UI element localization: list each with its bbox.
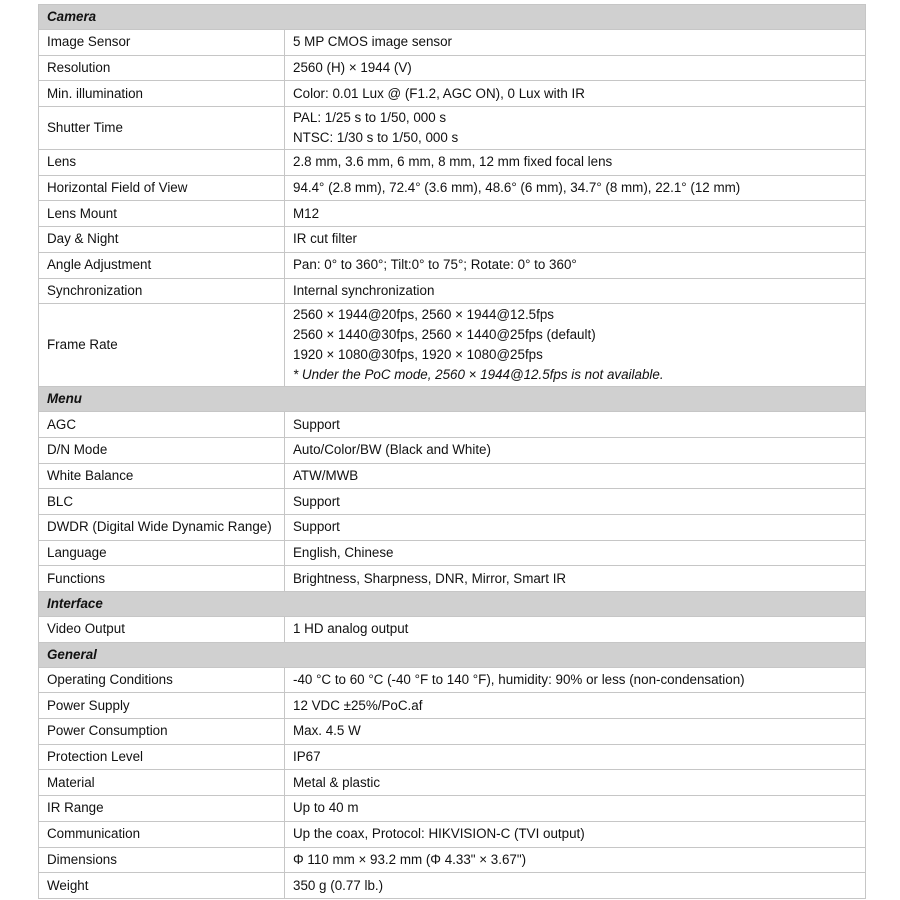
table-row <box>39 693 866 719</box>
spec-value <box>285 847 866 873</box>
spec-value-line: Color: 0.01 Lux @ (F1.2, AGC ON), 0 Lux with IR <box>293 85 585 101</box>
spec-label: Lens Mount <box>39 201 285 227</box>
spec-value-line: Metal & plastic <box>293 774 381 790</box>
spec-label: Functions <box>39 566 285 592</box>
spec-value <box>285 227 866 253</box>
spec-value-line: 1 HD analog output <box>293 621 409 637</box>
spec-table <box>38 4 866 899</box>
spec-value <box>285 514 866 540</box>
spec-value-line: 2.8 mm, 3.6 mm, 6 mm, 8 mm, 12 mm fixed focal lens <box>293 154 613 170</box>
spec-value <box>285 278 866 304</box>
spec-label: Image Sensor <box>39 30 285 56</box>
table-row <box>39 278 866 304</box>
table-row <box>39 873 866 899</box>
spec-value-line: 94.4° (2.8 mm), 72.4° (3.6 mm), 48.6° (6 mm), 34.7° (8 mm), 22.1° (12 mm) <box>293 180 741 196</box>
spec-value-line: IP67 <box>293 749 321 765</box>
spec-value <box>285 412 866 438</box>
spec-value-line: Up to 40 m <box>293 800 359 816</box>
spec-value-line: 5 MP CMOS image sensor <box>293 34 453 50</box>
spec-label: Weight <box>39 873 285 899</box>
spec-value-line: 350 g (0.77 lb.) <box>293 877 384 893</box>
section-title: Camera <box>39 5 866 30</box>
spec-label: Horizontal Field of View <box>39 175 285 201</box>
spec-value <box>285 693 866 719</box>
section-header-menu <box>39 387 866 412</box>
spec-label: Resolution <box>39 55 285 81</box>
spec-label: Power Consumption <box>39 719 285 745</box>
section-title: General <box>39 642 866 667</box>
spec-value-line: Support <box>293 416 340 432</box>
spec-value <box>285 719 866 745</box>
spec-value-line: Support <box>293 519 340 535</box>
spec-label: D/N Mode <box>39 437 285 463</box>
spec-value <box>285 107 866 150</box>
spec-value-line: 2560 × 1440@30fps, 2560 × 1440@25fps (default) <box>293 327 596 343</box>
spec-label: Communication <box>39 821 285 847</box>
spec-value-line: ATW/MWB <box>293 467 359 483</box>
table-row <box>39 796 866 822</box>
spec-value <box>285 744 866 770</box>
spec-value <box>285 489 866 515</box>
table-row <box>39 81 866 107</box>
spec-label: Synchronization <box>39 278 285 304</box>
table-row <box>39 437 866 463</box>
spec-value-line: -40 °C to 60 °C (-40 °F to 140 °F), humidity: 90% or less (non-condensation) <box>293 672 745 688</box>
table-row <box>39 719 866 745</box>
spec-label: IR Range <box>39 796 285 822</box>
spec-value-line: NTSC: 1/30 s to 1/50, 000 s <box>293 130 459 146</box>
spec-label: DWDR (Digital Wide Dynamic Range) <box>39 514 285 540</box>
spec-value-line: Pan: 0° to 360°; Tilt:0° to 75°; Rotate: 0° to 360° <box>293 257 577 273</box>
spec-value <box>285 150 866 176</box>
table-row <box>39 201 866 227</box>
spec-value-line: English, Chinese <box>293 544 394 560</box>
table-row <box>39 617 866 643</box>
section-title: Menu <box>39 387 866 412</box>
spec-value-line: PAL: 1/25 s to 1/50, 000 s <box>293 110 447 126</box>
spec-value <box>285 463 866 489</box>
spec-label: Angle Adjustment <box>39 252 285 278</box>
table-row <box>39 744 866 770</box>
spec-label: Frame Rate <box>39 304 285 387</box>
spec-value <box>285 566 866 592</box>
section-header-interface <box>39 592 866 617</box>
spec-value-line: Max. 4.5 W <box>293 723 361 739</box>
table-row <box>39 252 866 278</box>
spec-label: Video Output <box>39 617 285 643</box>
spec-value <box>285 540 866 566</box>
spec-label: Day & Night <box>39 227 285 253</box>
spec-value <box>285 201 866 227</box>
spec-value-line: IR cut filter <box>293 231 357 247</box>
table-row <box>39 847 866 873</box>
spec-value <box>285 252 866 278</box>
spec-value <box>285 796 866 822</box>
table-row <box>39 304 866 387</box>
table-row <box>39 566 866 592</box>
section-title: Interface <box>39 592 866 617</box>
spec-value-line: M12 <box>293 205 320 221</box>
table-row <box>39 412 866 438</box>
spec-label: Shutter Time <box>39 107 285 150</box>
spec-value <box>285 667 866 693</box>
spec-label: Language <box>39 540 285 566</box>
spec-value <box>285 30 866 56</box>
table-row <box>39 514 866 540</box>
spec-value-line: Support <box>293 493 340 509</box>
spec-value-line: Internal synchronization <box>293 282 435 298</box>
spec-table-body <box>39 5 866 899</box>
table-row <box>39 175 866 201</box>
spec-value-line: 2560 × 1944@20fps, 2560 × 1944@12.5fps <box>293 307 554 323</box>
spec-value-line: 12 VDC ±25%/PoC.af <box>293 697 423 713</box>
spec-label: Operating Conditions <box>39 667 285 693</box>
spec-value-line: Φ 110 mm × 93.2 mm (Φ 4.33" × 3.67") <box>293 851 527 867</box>
spec-value <box>285 175 866 201</box>
spec-label: AGC <box>39 412 285 438</box>
spec-label: Min. illumination <box>39 81 285 107</box>
spec-value <box>285 81 866 107</box>
spec-value-line: Brightness, Sharpness, DNR, Mirror, Smart IR <box>293 570 567 586</box>
spec-label: Protection Level <box>39 744 285 770</box>
table-row <box>39 463 866 489</box>
spec-value-line: Auto/Color/BW (Black and White) <box>293 442 491 458</box>
table-row <box>39 489 866 515</box>
spec-label: Material <box>39 770 285 796</box>
spec-value-line: 1920 × 1080@30fps, 1920 × 1080@25fps <box>293 347 543 363</box>
table-row <box>39 540 866 566</box>
spec-label: Dimensions <box>39 847 285 873</box>
spec-label: Lens <box>39 150 285 176</box>
spec-value <box>285 304 866 387</box>
spec-label: White Balance <box>39 463 285 489</box>
spec-value <box>285 55 866 81</box>
table-row <box>39 30 866 56</box>
section-header-general <box>39 642 866 667</box>
spec-value <box>285 437 866 463</box>
table-row <box>39 107 866 150</box>
table-row <box>39 150 866 176</box>
spec-label: Power Supply <box>39 693 285 719</box>
spec-value <box>285 821 866 847</box>
spec-value-line: 2560 (H) × 1944 (V) <box>293 60 412 76</box>
spec-value <box>285 617 866 643</box>
table-row <box>39 667 866 693</box>
table-row <box>39 770 866 796</box>
table-row <box>39 821 866 847</box>
spec-value <box>285 873 866 899</box>
spec-value <box>285 770 866 796</box>
section-header-camera <box>39 5 866 30</box>
table-row <box>39 55 866 81</box>
table-row <box>39 227 866 253</box>
spec-value-line: Up the coax, Protocol: HIKVISION-C (TVI output) <box>293 826 585 842</box>
spec-label: BLC <box>39 489 285 515</box>
spec-note: * Under the PoC mode, 2560 × 1944@12.5fps is not available. <box>293 367 664 383</box>
